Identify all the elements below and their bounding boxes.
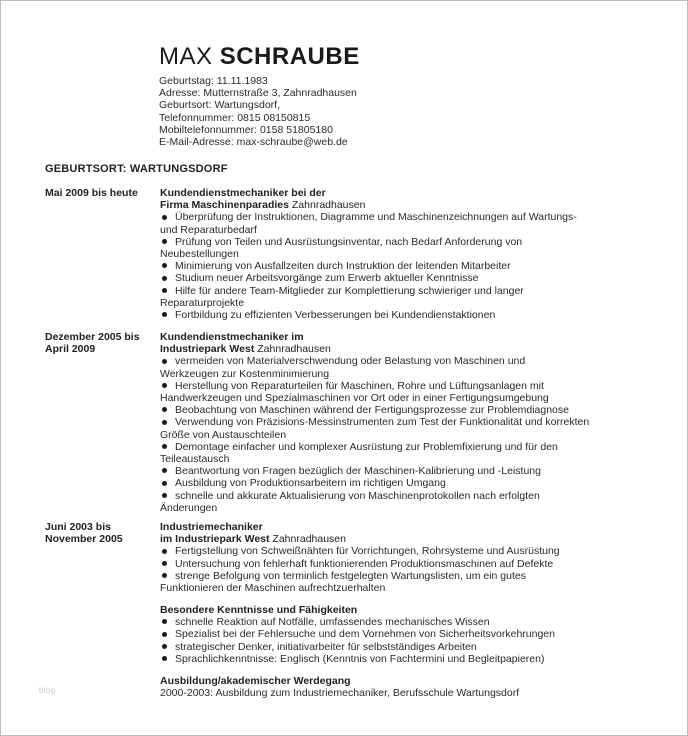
company-line <box>160 533 630 545</box>
date-line: November 2005 <box>45 533 123 546</box>
bullet-text-cont: Neubestellungen <box>160 248 239 261</box>
bullet-text-cont: Funktionieren der Maschinen aufrechtzuerhalten <box>160 582 386 595</box>
bullet-icon <box>162 312 167 317</box>
list-item <box>160 441 630 465</box>
bullet-text-cont: Reparaturprojekte <box>160 296 245 309</box>
list-item <box>160 309 630 321</box>
bullet-text: Studium neuer Arbeitsvorgänge zum Erwerb aktueller Kenntnisse <box>175 272 479 285</box>
resume-header <box>159 43 639 148</box>
list-item <box>160 404 630 416</box>
company-name: Firma Maschinenparadies <box>160 199 289 212</box>
list-item <box>160 558 630 570</box>
bullet-icon <box>162 383 167 388</box>
education-line: 2000-2003: Ausbildung zum Industriemechaniker, Berufsschule Wartungsdorf <box>160 687 520 700</box>
education-heading: Ausbildung/akademischer Werdegang <box>160 675 351 687</box>
list-item <box>160 272 630 284</box>
bullet-text: Spezialist bei der Fehlersuche und dem Vornehmen von Sicherheitsvorkehrungen <box>175 628 555 641</box>
section-heading: GEBURTSORT: WARTUNGSDORF <box>45 163 228 175</box>
bullet-icon <box>162 468 167 473</box>
bullet-text: Überprüfung der Instruktionen, Diagramme und Maschinenzeichnungen auf Wartungs- <box>175 211 577 224</box>
bullet-icon <box>162 215 167 220</box>
email: E-Mail-Adresse: max-schraube@web.de <box>159 136 348 149</box>
applicant-name <box>159 43 639 71</box>
phone: Telefonnummer: 0815 08150815 <box>159 111 311 124</box>
bullet-icon <box>162 656 167 661</box>
list-item <box>160 236 630 260</box>
date-line: Dezember 2005 bis <box>45 331 140 343</box>
task-list <box>160 355 630 514</box>
company-name: im Industriepark West <box>160 533 270 546</box>
company-city: Zahnradhausen <box>269 533 346 546</box>
bullet-icon <box>162 407 167 412</box>
bullet-icon <box>162 619 167 624</box>
bullet-text: Minimierung von Ausfallzeiten durch Instruktion der leitenden Mitarbeiter <box>175 260 511 273</box>
bullet-text: Beobachtung von Maschinen während der Fertigungsprozesse zur Problemdiagnose <box>175 404 569 417</box>
bullet-text: Demontage einfacher und komplexer Ausrüstung zur Problemfixierung und für den <box>175 440 558 453</box>
bullet-text-cont: und Reparaturbedarf <box>160 223 257 236</box>
bullet-icon <box>162 644 167 649</box>
bullet-text-cont: Teileaustausch <box>160 453 230 466</box>
entry-date <box>45 187 155 199</box>
list-item <box>160 477 630 489</box>
bullet-text: Ausbildung von Produktionsarbeitern im richtigen Umgang <box>175 477 446 490</box>
bullet-icon <box>162 263 167 268</box>
bullet-icon <box>162 359 167 364</box>
bullet-icon <box>162 288 167 293</box>
skills-heading: Besondere Kenntnisse und Fähigkeiten <box>160 604 358 616</box>
bullet-icon <box>162 573 167 578</box>
task-list <box>160 211 630 321</box>
bullet-text-cont: Handwerkzeugen und Spezialmaschinen vor Ort oder in einer Fertigungsumgebung <box>160 392 549 405</box>
bullet-icon <box>162 481 167 486</box>
birthplace: Geburtsort: Wartungsdorf, <box>159 99 280 112</box>
bullet-text: Herstellung von Reparaturteilen für Maschinen, Rohre und Lüftungsanlagen mit <box>175 379 544 392</box>
bullet-text: Sprachlichkenntnisse: Englisch (Kenntnis von Fachtermini und Begleitpapieren) <box>175 652 545 665</box>
bullet-text: Verwendung von Präzisions-Messinstrumenten zum Test der Funktionalität und korrekten <box>175 416 590 429</box>
bullet-icon <box>162 561 167 566</box>
list-item <box>160 653 630 665</box>
birthday: Geburtstag: 11.11.1983 <box>159 75 268 87</box>
skills-list <box>160 616 630 665</box>
bullet-text: Beantwortung von Fragen bezüglich der Maschinen-Kalibrierung und -Leistung <box>175 465 541 478</box>
bullet-text: strenge Befolgung von terminlich festgelegten Wartungslisten, um ein gutes <box>175 569 526 582</box>
list-item <box>160 380 630 404</box>
bullet-text-cont: Änderungen <box>160 501 218 514</box>
skills-section <box>160 604 630 665</box>
bullet-icon <box>162 239 167 244</box>
last-name: SCHRAUBE <box>219 43 360 70</box>
job-title: Industriemechaniker <box>160 521 263 533</box>
list-item <box>160 570 630 594</box>
bullet-text: schnelle und akkurate Aktualisierung von Maschinenprotokollen nach erfolgten <box>175 489 540 502</box>
company-line <box>160 343 630 355</box>
first-name: MAX <box>159 43 213 70</box>
task-list <box>160 545 630 594</box>
list-item <box>160 211 630 235</box>
entry-body <box>160 331 630 514</box>
bullet-text: strategischer Denker, initiativarbeiter für selbstständiges Arbeiten <box>175 640 477 653</box>
list-item <box>160 260 630 272</box>
address: Adresse: Mutternstraße 3, Zahnradhausen <box>159 87 357 100</box>
bullet-icon <box>162 276 167 281</box>
bullet-icon <box>162 549 167 554</box>
list-item <box>160 355 630 379</box>
job-title: Kundendienstmechaniker bei der <box>160 187 326 199</box>
list-item <box>160 465 630 477</box>
entry-date <box>45 521 155 545</box>
company-name: Industriepark West <box>160 343 255 356</box>
bullet-icon <box>162 420 167 425</box>
list-item <box>160 641 630 653</box>
list-item <box>160 490 630 514</box>
watermark: blog <box>39 686 56 695</box>
list-item <box>160 545 630 557</box>
entry-date <box>45 331 155 355</box>
entry-body <box>160 187 630 321</box>
bullet-text: Fortbildung zu effizienten Verbesserungen bei Kundendienstaktionen <box>175 309 496 322</box>
bullet-text: Prüfung von Teilen und Ausrüstungsinventar, nach Bedarf Anforderung von <box>175 235 523 248</box>
mobile-phone: Mobiltelefonnummer: 0158 51805180 <box>159 123 333 136</box>
bullet-text: Fertigstellung von Schweißnähten für Vorrichtungen, Rohrsysteme und Ausrüstung <box>175 545 560 558</box>
bullet-icon <box>162 444 167 449</box>
bullet-icon <box>162 493 167 498</box>
company-city: Zahnradhausen <box>288 199 366 212</box>
entry-body <box>160 521 630 594</box>
education-section <box>160 675 630 699</box>
bullet-text: Untersuchung von fehlerhaft funktionierenden Produktionsmaschinen auf Defekte <box>175 557 554 570</box>
bullet-text: schnelle Reaktion auf Notfälle, umfassendes mechanisches Wissen <box>175 616 490 629</box>
bullet-icon <box>162 632 167 637</box>
company-line <box>160 199 630 211</box>
date-line: April 2009 <box>45 343 96 356</box>
list-item <box>160 616 630 628</box>
list-item <box>160 628 630 640</box>
bullet-text: vermeiden von Materialverschwendung oder Belastung von Maschinen und <box>175 355 526 368</box>
bullet-text-cont: Werkzeugen zur Kostenminimierung <box>160 367 330 380</box>
date-line: Mai 2009 bis heute <box>45 187 138 199</box>
bullet-text-cont: Größe von Austauschteilen <box>160 428 287 441</box>
job-title: Kundendienstmechaniker im <box>160 331 304 343</box>
bullet-text: Hilfe für andere Team-Mitglieder zur Komplettierung schwieriger und langer <box>175 284 524 297</box>
list-item <box>160 416 630 440</box>
company-city: Zahnradhausen <box>254 343 331 356</box>
date-line: Juni 2003 bis <box>45 521 111 533</box>
list-item <box>160 285 630 309</box>
